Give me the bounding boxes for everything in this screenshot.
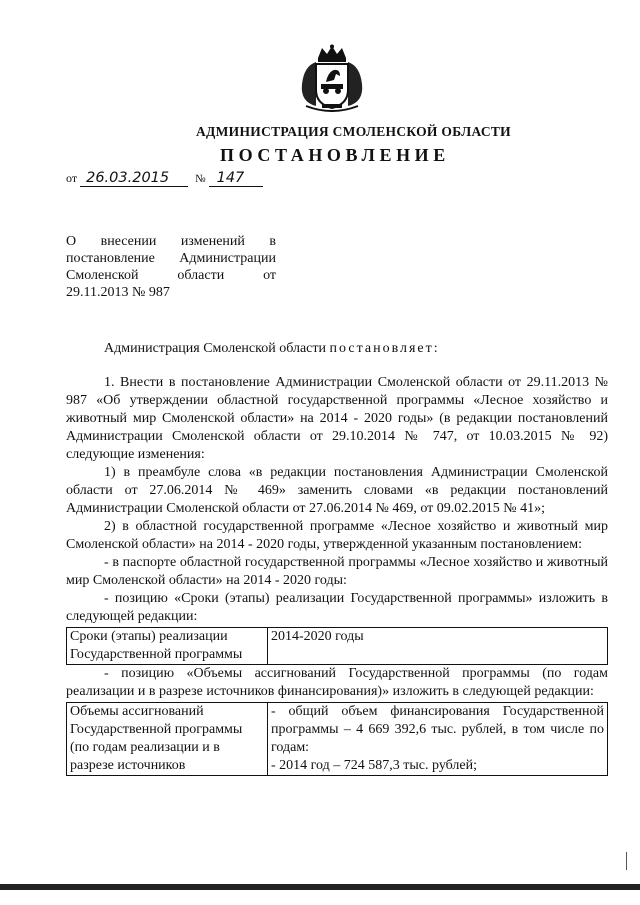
- cell-line: разрезе источников: [70, 758, 186, 773]
- cell-line: - 2014 год – 724 587,3 тыс. рублей;: [271, 758, 478, 773]
- scan-edge-mark: [626, 852, 627, 870]
- table-cell-label: Сроки (этапы) реализации Государственной программы: [67, 628, 268, 665]
- document-type-title: ПОСТАНОВЛЕНИЕ: [220, 145, 450, 165]
- number-prefix: №: [195, 173, 206, 185]
- position-2-paragraph: - позицию «Объемы ассигнований Государственной программы (по годам реализации и в разрезе источников финансирования)» изложить в следующей редакции:: [66, 666, 608, 699]
- cell-line: Государственной программы: [70, 722, 243, 737]
- table-row: [67, 628, 608, 665]
- date-number-line: [66, 170, 263, 187]
- handwritten-number: 147: [209, 170, 263, 187]
- table-row: [67, 703, 608, 776]
- item-1-subitem-2: 2) в областной государственной программе «Лесное хозяйство и животный мир Смоленской области» на 2014 - 2020 годы, утвержденной указанным постановлением:: [66, 519, 608, 552]
- position-1-paragraph: - позицию «Сроки (этапы) реализации Государственной программы» изложить в следующей редакции:: [66, 591, 608, 624]
- table-cell-label: [67, 703, 268, 776]
- cell-line: - общий объем финансирования Государственной программы – 4 669 392,6 тыс. рублей, в том числе по годам:: [271, 704, 604, 755]
- preamble-text: Администрация Смоленской области: [104, 341, 330, 356]
- subject-line: постановление Администрации: [66, 251, 276, 266]
- subject-line: Смоленской области от: [66, 268, 276, 283]
- table-cell-value: [268, 703, 608, 776]
- preamble: [66, 340, 608, 358]
- table-cell-value: 2014-2020 годы: [268, 628, 608, 665]
- organization-name: АДМИНИСТРАЦИЯ СМОЛЕНСКОЙ ОБЛАСТИ: [196, 124, 511, 139]
- handwritten-date: 26.03.2015: [80, 170, 188, 187]
- passport-paragraph: - в паспорте областной государственной программы «Лесное хозяйство и животный мир Смоленской области» на 2014 - 2020 годы:: [66, 555, 608, 588]
- coat-of-arms-emblem: [296, 44, 368, 112]
- subject-block: [66, 233, 276, 301]
- item-1: 1. Внести в постановление Администрации Смоленской области от 29.11.2013 № 987 «Об утверждении областной государственной программы «Лесное хозяйство и животный мир Смоленской области» на 2014 - 2020 годы» (в редакции постановлений Администрации Смоленской области от 29.10.2014 № 747, от 10.03.2015 № 92) следующие изменения:: [66, 375, 608, 462]
- date-prefix: от: [66, 171, 78, 185]
- cell-line: (по годам реализации и в: [70, 740, 220, 755]
- document-body: [66, 340, 608, 776]
- subject-line: 29.11.2013 № 987: [66, 285, 170, 300]
- table-funding: [66, 702, 608, 776]
- preamble-spaced-verb: постановляет:: [329, 341, 440, 356]
- table-timeframe: [66, 627, 608, 665]
- subject-line: О внесении изменений в: [66, 234, 276, 249]
- cell-line: Объемы ассигнований: [70, 704, 204, 719]
- item-1-subitem-1: 1) в преамбуле слова «в редакции постановления Администрации Смоленской области от 27.06.2014 № 469» заменить словами «в редакции постановлений Администрации Смоленской области от 27.06.2014 № 469, от 09.02.2015 № 41»;: [66, 465, 608, 516]
- scan-bottom-border: [0, 884, 640, 890]
